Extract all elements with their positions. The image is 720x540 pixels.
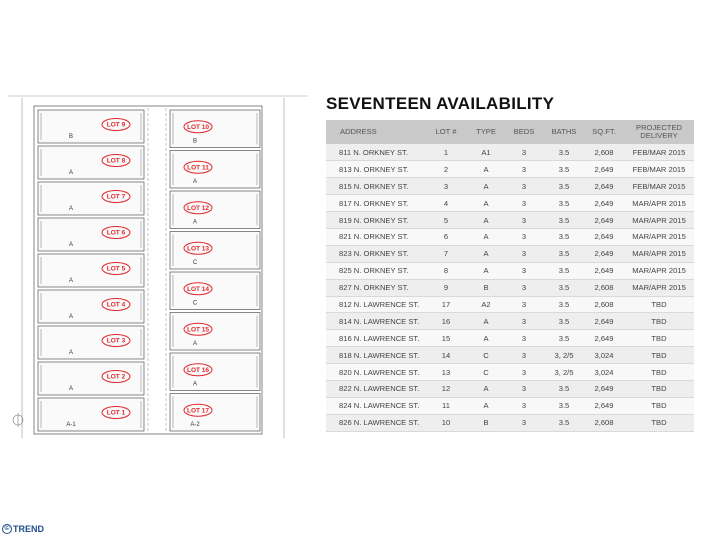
cell-beds: 3 bbox=[504, 380, 544, 397]
table-body bbox=[326, 144, 694, 431]
cell-sqft: 2,649 bbox=[584, 161, 624, 178]
lot-type-label: A-1 bbox=[66, 422, 76, 428]
lot-outline bbox=[170, 272, 260, 310]
cell-address: 819 N. ORKNEY ST. bbox=[326, 212, 424, 229]
cell-baths: 3.5 bbox=[544, 279, 584, 296]
cell-type: A bbox=[468, 262, 504, 279]
cell-baths: 3.5 bbox=[544, 262, 584, 279]
cell-sqft: 2,649 bbox=[584, 245, 624, 262]
lot-type-label: A bbox=[192, 179, 198, 185]
header-delivery-line2: DELIVERY bbox=[640, 131, 678, 140]
cell-address: 811 N. ORKNEY ST. bbox=[326, 144, 424, 161]
lot-outline bbox=[170, 110, 260, 148]
cell-sqft: 2,649 bbox=[584, 380, 624, 397]
cell-lot: 13 bbox=[424, 364, 468, 381]
cell-type: A1 bbox=[468, 144, 504, 161]
cell-sqft: 2,649 bbox=[584, 262, 624, 279]
lot-type-label: A bbox=[68, 242, 74, 248]
lot-type-label: B bbox=[192, 138, 198, 145]
table-row bbox=[326, 380, 694, 397]
cell-lot: 17 bbox=[424, 296, 468, 313]
table-row bbox=[326, 262, 694, 279]
cell-delivery: FEB/MAR 2015 bbox=[624, 178, 694, 195]
cell-delivery: MAR/APR 2015 bbox=[624, 195, 694, 212]
cell-baths: 3.5 bbox=[544, 144, 584, 161]
lot-type-label: A bbox=[68, 206, 74, 212]
cell-sqft: 2,608 bbox=[584, 279, 624, 296]
cell-address: 817 N. ORKNEY ST. bbox=[326, 195, 424, 212]
table-row bbox=[326, 347, 694, 364]
cell-beds: 3 bbox=[504, 296, 544, 313]
cell-lot: 6 bbox=[424, 228, 468, 245]
cell-baths: 3.5 bbox=[544, 228, 584, 245]
cell-type: B bbox=[468, 414, 504, 431]
cell-lot: 9 bbox=[424, 279, 468, 296]
cell-baths: 3.5 bbox=[544, 397, 584, 414]
cell-beds: 3 bbox=[504, 414, 544, 431]
cell-baths: 3.5 bbox=[544, 330, 584, 347]
lot-type-label: A bbox=[68, 278, 74, 284]
cell-address: 823 N. ORKNEY ST. bbox=[326, 245, 424, 262]
cell-sqft: 2,649 bbox=[584, 228, 624, 245]
lot-outline bbox=[38, 182, 144, 215]
lot-label: LOT 16 bbox=[186, 366, 210, 374]
cell-baths: 3.5 bbox=[544, 414, 584, 431]
cell-baths: 3, 2/5 bbox=[544, 347, 584, 364]
cell-baths: 3, 2/5 bbox=[544, 364, 584, 381]
cell-sqft: 2,608 bbox=[584, 414, 624, 431]
cell-type: A bbox=[468, 212, 504, 229]
lot-label: LOT 2 bbox=[106, 373, 126, 381]
lot-outline bbox=[170, 151, 260, 189]
table-row bbox=[326, 330, 694, 347]
lot-outline bbox=[170, 394, 260, 432]
cell-delivery: TBD bbox=[624, 330, 694, 347]
table-row bbox=[326, 296, 694, 313]
cell-type: A bbox=[468, 178, 504, 195]
cell-address: 812 N. LAWRENCE ST. bbox=[326, 296, 424, 313]
lot-outline bbox=[38, 398, 144, 431]
cell-beds: 3 bbox=[504, 144, 544, 161]
lot-label: LOT 10 bbox=[186, 123, 210, 131]
cell-lot: 7 bbox=[424, 245, 468, 262]
cell-sqft: 2,649 bbox=[584, 330, 624, 347]
cell-delivery: MAR/APR 2015 bbox=[624, 245, 694, 262]
cell-sqft: 3,024 bbox=[584, 364, 624, 381]
table-row bbox=[326, 313, 694, 330]
trend-logo bbox=[2, 522, 44, 536]
cell-beds: 3 bbox=[504, 397, 544, 414]
cell-lot: 3 bbox=[424, 178, 468, 195]
trend-logo-text: TREND bbox=[13, 524, 44, 534]
cell-beds: 3 bbox=[504, 195, 544, 212]
cell-delivery: MAR/APR 2015 bbox=[624, 279, 694, 296]
table-row bbox=[326, 414, 694, 431]
cell-delivery: TBD bbox=[624, 397, 694, 414]
cell-address: 818 N. LAWRENCE ST. bbox=[326, 347, 424, 364]
cell-lot: 2 bbox=[424, 161, 468, 178]
cell-sqft: 2,608 bbox=[584, 144, 624, 161]
cell-delivery: TBD bbox=[624, 364, 694, 381]
cell-delivery: MAR/APR 2015 bbox=[624, 262, 694, 279]
cell-beds: 3 bbox=[504, 330, 544, 347]
cell-sqft: 2,649 bbox=[584, 313, 624, 330]
cell-type: A bbox=[468, 228, 504, 245]
table-row bbox=[326, 161, 694, 178]
cell-type: C bbox=[468, 364, 504, 381]
cell-lot: 14 bbox=[424, 347, 468, 364]
cell-address: 825 N. ORKNEY ST. bbox=[326, 262, 424, 279]
table-row bbox=[326, 245, 694, 262]
cell-sqft: 2,649 bbox=[584, 178, 624, 195]
lot-outline bbox=[170, 313, 260, 351]
lot-label: LOT 13 bbox=[186, 245, 210, 253]
cell-delivery: TBD bbox=[624, 347, 694, 364]
cell-lot: 8 bbox=[424, 262, 468, 279]
lot-label: LOT 15 bbox=[186, 326, 210, 334]
lot-outline bbox=[38, 218, 144, 251]
cell-baths: 3.5 bbox=[544, 178, 584, 195]
table-header-row bbox=[326, 120, 694, 144]
cell-beds: 3 bbox=[504, 279, 544, 296]
cell-baths: 3.5 bbox=[544, 161, 584, 178]
cell-lot: 16 bbox=[424, 313, 468, 330]
cell-lot: 4 bbox=[424, 195, 468, 212]
lot-type-label: C bbox=[192, 300, 198, 307]
header-address: ADDRESS bbox=[326, 120, 424, 144]
cell-beds: 3 bbox=[504, 313, 544, 330]
cell-beds: 3 bbox=[504, 245, 544, 262]
cell-address: 816 N. LAWRENCE ST. bbox=[326, 330, 424, 347]
header-lot: LOT # bbox=[424, 120, 468, 144]
lot-type-label: A bbox=[192, 341, 198, 347]
cell-type: A bbox=[468, 161, 504, 178]
table-row bbox=[326, 178, 694, 195]
cell-lot: 5 bbox=[424, 212, 468, 229]
lot-outline bbox=[170, 353, 260, 391]
cell-delivery: TBD bbox=[624, 380, 694, 397]
cell-baths: 3.5 bbox=[544, 296, 584, 313]
table-row bbox=[326, 144, 694, 161]
cell-lot: 11 bbox=[424, 397, 468, 414]
lot-label: LOT 17 bbox=[186, 407, 210, 415]
lot-type-label: A bbox=[68, 386, 74, 392]
cell-address: 820 N. LAWRENCE ST. bbox=[326, 364, 424, 381]
cell-baths: 3.5 bbox=[544, 195, 584, 212]
cell-baths: 3.5 bbox=[544, 245, 584, 262]
lot-type-label: A bbox=[68, 314, 74, 320]
cell-address: 821 N. ORKNEY ST. bbox=[326, 228, 424, 245]
lot-type-label: A bbox=[192, 381, 198, 388]
cell-beds: 3 bbox=[504, 364, 544, 381]
cell-address: 826 N. LAWRENCE ST. bbox=[326, 414, 424, 431]
lot-label: LOT 14 bbox=[186, 285, 210, 293]
lot-outline bbox=[38, 254, 144, 287]
cell-lot: 10 bbox=[424, 414, 468, 431]
lot-label: LOT 8 bbox=[106, 157, 126, 165]
lot-type-label: A bbox=[68, 170, 74, 176]
lot-label: LOT 5 bbox=[106, 265, 126, 273]
lot-label: LOT 12 bbox=[186, 204, 210, 212]
cell-baths: 3.5 bbox=[544, 212, 584, 229]
page-title: SEVENTEEN AVAILABILITY bbox=[326, 94, 555, 113]
cell-beds: 3 bbox=[504, 212, 544, 229]
lot-outline bbox=[38, 146, 144, 179]
lot-outline bbox=[38, 362, 144, 395]
cell-beds: 3 bbox=[504, 262, 544, 279]
cell-address: 827 N. ORKNEY ST. bbox=[326, 279, 424, 296]
lot-label: LOT 11 bbox=[187, 164, 209, 172]
site-plan-drawing bbox=[8, 88, 314, 448]
header-delivery-line1: PROJECTED bbox=[636, 123, 682, 132]
table-row bbox=[326, 228, 694, 245]
cell-delivery: TBD bbox=[624, 414, 694, 431]
lot-label: LOT 6 bbox=[106, 229, 126, 237]
cell-baths: 3.5 bbox=[544, 313, 584, 330]
cell-beds: 3 bbox=[504, 228, 544, 245]
cell-type: A bbox=[468, 380, 504, 397]
header-sqft: SQ.FT. bbox=[584, 120, 624, 144]
lot-outline bbox=[38, 110, 144, 143]
cell-address: 813 N. ORKNEY ST. bbox=[326, 161, 424, 178]
lot-outline bbox=[170, 191, 260, 229]
cell-delivery: FEB/MAR 2015 bbox=[624, 144, 694, 161]
table-row bbox=[326, 212, 694, 229]
cell-lot: 1 bbox=[424, 144, 468, 161]
cell-sqft: 2,649 bbox=[584, 195, 624, 212]
cell-delivery: TBD bbox=[624, 296, 694, 313]
lot-label: LOT 9 bbox=[106, 121, 126, 129]
cell-sqft: 2,649 bbox=[584, 397, 624, 414]
cell-type: A bbox=[468, 195, 504, 212]
table-row bbox=[326, 195, 694, 212]
cell-lot: 12 bbox=[424, 380, 468, 397]
cell-baths: 3.5 bbox=[544, 380, 584, 397]
lot-label: LOT 4 bbox=[106, 301, 126, 309]
lot-label: LOT 1 bbox=[106, 409, 126, 417]
cell-type: A bbox=[468, 245, 504, 262]
cell-delivery: MAR/APR 2015 bbox=[624, 228, 694, 245]
cell-type: B bbox=[468, 279, 504, 296]
cell-address: 822 N. LAWRENCE ST. bbox=[326, 380, 424, 397]
cell-type: C bbox=[468, 347, 504, 364]
cell-address: 814 N. LAWRENCE ST. bbox=[326, 313, 424, 330]
lot-type-label: A bbox=[68, 350, 74, 356]
site-plan bbox=[8, 88, 314, 448]
lot-type-label: B bbox=[68, 134, 74, 140]
cell-delivery: TBD bbox=[624, 313, 694, 330]
cell-type: A2 bbox=[468, 296, 504, 313]
cell-address: 824 N. LAWRENCE ST. bbox=[326, 397, 424, 414]
header-baths: BATHS bbox=[544, 120, 584, 144]
cell-lot: 15 bbox=[424, 330, 468, 347]
lot-type-label: C bbox=[192, 260, 198, 266]
cell-type: A bbox=[468, 313, 504, 330]
copyright-icon: © bbox=[2, 524, 12, 534]
lot-label: LOT 7 bbox=[106, 193, 126, 201]
cell-address: 815 N. ORKNEY ST. bbox=[326, 178, 424, 195]
header-beds: BEDS bbox=[504, 120, 544, 144]
availability-table bbox=[326, 120, 694, 432]
header-type: TYPE bbox=[468, 120, 504, 144]
header-delivery bbox=[624, 120, 694, 144]
cell-beds: 3 bbox=[504, 178, 544, 195]
cell-sqft: 2,649 bbox=[584, 212, 624, 229]
cell-beds: 3 bbox=[504, 347, 544, 364]
lot-type-label: A bbox=[192, 219, 198, 226]
cell-type: A bbox=[468, 330, 504, 347]
lot-outline bbox=[38, 290, 144, 323]
cell-sqft: 3,024 bbox=[584, 347, 624, 364]
cell-delivery: MAR/APR 2015 bbox=[624, 212, 694, 229]
table-row bbox=[326, 279, 694, 296]
cell-delivery: FEB/MAR 2015 bbox=[624, 161, 694, 178]
cell-type: A bbox=[468, 397, 504, 414]
table-row bbox=[326, 397, 694, 414]
lot-outline bbox=[170, 232, 260, 270]
lot-outline bbox=[38, 326, 144, 359]
lot-label: LOT 3 bbox=[106, 337, 126, 345]
table-row bbox=[326, 364, 694, 381]
cell-sqft: 2,608 bbox=[584, 296, 624, 313]
lot-type-label: A-2 bbox=[190, 422, 200, 428]
cell-beds: 3 bbox=[504, 161, 544, 178]
